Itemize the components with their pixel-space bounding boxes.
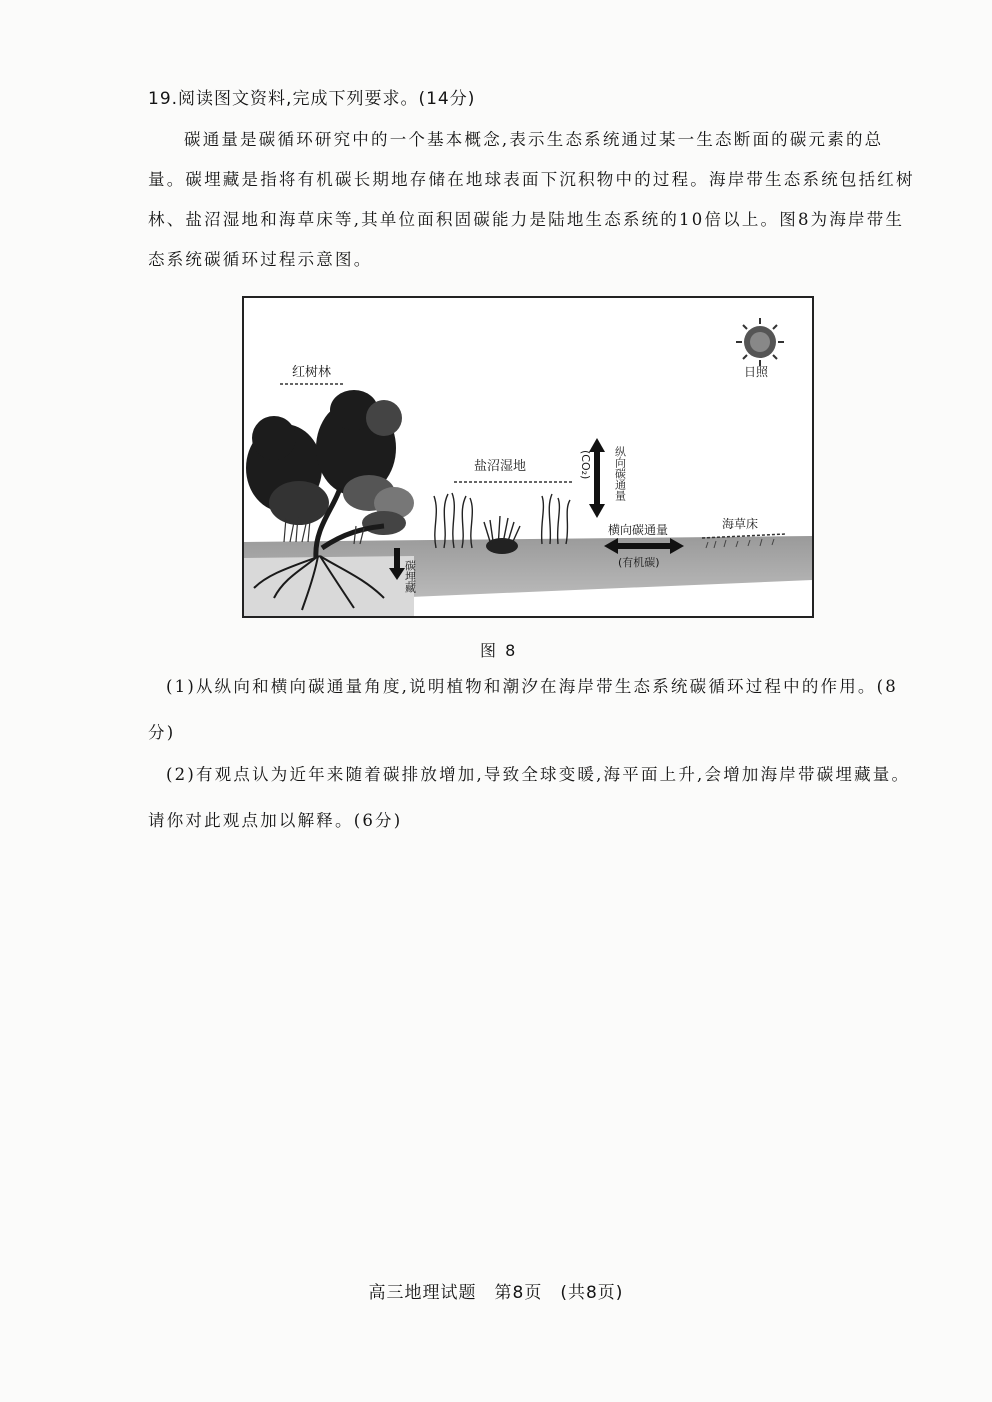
carbon-cycle-diagram [244,298,812,616]
paragraph-text: 碳通量是碳循环研究中的一个基本概念,表示生态系统通过某一生态断面的碳元素的总量。碳埋藏是指将有机碳长期地存储在地球表面下沉积物中的过程。海岸带生态系统包括红树林、盐沼湿地和海草床等,其单位面积固碳能力是陆地生态系统的10倍以上。图8为海岸带生态系统碳循环过程示意图。 [148,130,915,269]
page-footer: 高三地理试题 第8页 (共8页) [368,1283,624,1303]
label-vertical-flux: 纵向碳通量 [613,446,627,501]
label-mangrove: 红树林 [292,365,332,380]
question-paragraph [148,120,918,280]
subquestion-2 [148,752,918,844]
figure-8-diagram [242,296,814,618]
label-horizontal-flux: 横向碳通量 [608,523,669,537]
label-organic-carbon: (有机碳) [618,556,660,569]
subquestion-1-text: (1)从纵向和横向碳通量角度,说明植物和潮汐在海岸带生态系统碳循环过程中的作用。(8分) [148,677,898,742]
label-salt-marsh: 盐沼湿地 [474,459,527,474]
question-title: 19.阅读图文资料,完成下列要求。(14分) [148,89,476,109]
sun-icon [736,318,784,366]
salt-marsh-clump [486,538,518,554]
label-seagrass: 海草床 [722,517,759,531]
label-co2: (CO₂) [579,450,592,480]
mangrove-soil [244,556,414,616]
label-sunlight: 日照 [744,365,769,379]
subquestion-2-text: (2)有观点认为近年来随着碳排放增加,导致全球变暖,海平面上升,会增加海岸带碳埋藏量。请你对此观点加以解释。(6分) [148,765,911,830]
subquestion-1 [148,664,918,756]
figure-caption: 图 8 [480,641,518,660]
label-carbon-burial: 碳埋藏 [403,560,417,593]
